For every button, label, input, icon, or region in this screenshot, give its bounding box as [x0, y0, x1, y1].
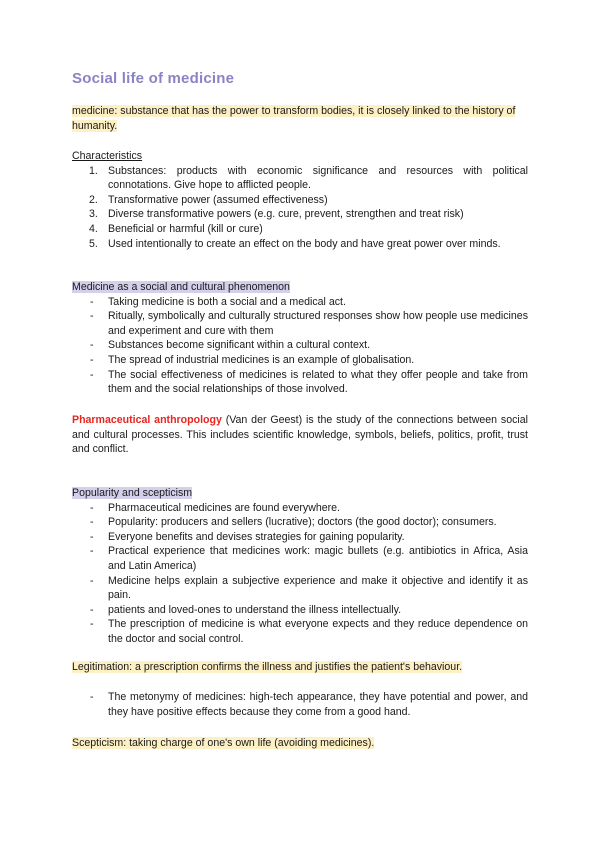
social-cultural-section	[72, 280, 528, 397]
list-item: - Practical experience that medicines work: magic bullets (e.g. antibiotics in Africa, Asia and Latin America)	[90, 545, 528, 572]
list-item: 1. Substances: products with economic significance and resources with political connotations. Give hope to afflicted people.	[89, 164, 528, 192]
scepticism-paragraph	[72, 736, 528, 751]
definition-highlight: medicine: substance that has the power to transform bodies, it is closely linked to the history of humanity.	[72, 105, 516, 132]
social-cultural-heading: Medicine as a social and cultural phenomenon	[72, 281, 290, 293]
list-item: - Medicine helps explain a subjective experience and make it objective and identify it as pain.	[90, 574, 528, 602]
legitimation-highlight: Legitimation: a prescription confirms the illness and justifies the patient's behaviour.	[72, 661, 463, 673]
list-item: 4. Beneficial or harmful (kill or cure)	[89, 222, 263, 235]
list-item: - The prescription of medicine is what everyone expects and they reduce dependence on the doctor and social control.	[90, 618, 528, 645]
list-item: - Everyone benefits and devises strategies for gaining popularity.	[90, 530, 405, 543]
list-item: - The social effectiveness of medicines is related to what they offer people and take from them and the social relationships of those involved.	[90, 368, 528, 396]
characteristics-section	[72, 149, 528, 251]
list-item: 2. Transformative power (assumed effectiveness)	[89, 193, 328, 206]
popularity-heading: Popularity and scepticism	[72, 487, 193, 499]
social-cultural-list	[72, 295, 528, 397]
list-item: - Taking medicine is both a social and a medical act.	[90, 295, 346, 308]
list-item: - Pharmaceutical medicines are found everywhere.	[90, 501, 341, 514]
list-item: 5. Used intentionally to create an effect on the body and have great power over minds.	[89, 237, 501, 250]
page-title: Social life of medicine	[72, 70, 235, 87]
legitimation-paragraph	[72, 660, 528, 675]
list-item: - Substances become significant within a cultural context.	[90, 339, 371, 352]
scepticism-highlight: Scepticism: taking charge of one's own life (avoiding medicines).	[72, 737, 375, 749]
pharma-anthropology-paragraph	[72, 413, 528, 457]
list-item: 3. Diverse transformative powers (e.g. cure, prevent, strengthen and treat risk)	[89, 208, 464, 221]
list-item: - Ritually, symbolically and culturally structured responses show how people use medicines and experiment and cure with them	[90, 310, 528, 337]
list-item: - Popularity: producers and sellers (lucrative); doctors (the good doctor); consumers.	[90, 516, 497, 529]
characteristics-list	[72, 164, 528, 252]
list-item: - patients and loved-ones to understand the illness intellectually.	[90, 603, 402, 616]
definition-paragraph	[72, 104, 528, 133]
pharma-anthropology-term: Pharmaceutical anthropology	[72, 414, 222, 426]
list-item: - The spread of industrial medicines is an example of globalisation.	[90, 353, 415, 366]
pharma-anthropology-text: (Van der Geest) is the study of the connections between social and cultural processes. This includes scientific knowledge, symbols, beliefs, politics, profit, trust and conflict.	[72, 414, 528, 456]
metonymy-section	[72, 690, 528, 719]
popularity-section	[72, 486, 528, 647]
characteristics-heading: Characteristics	[72, 150, 143, 162]
popularity-list	[72, 501, 528, 647]
metonymy-list	[72, 690, 528, 719]
list-item: - The metonymy of medicines: high-tech appearance, they have potential and power, and they have positive effects because they come from a good hand.	[90, 691, 528, 718]
